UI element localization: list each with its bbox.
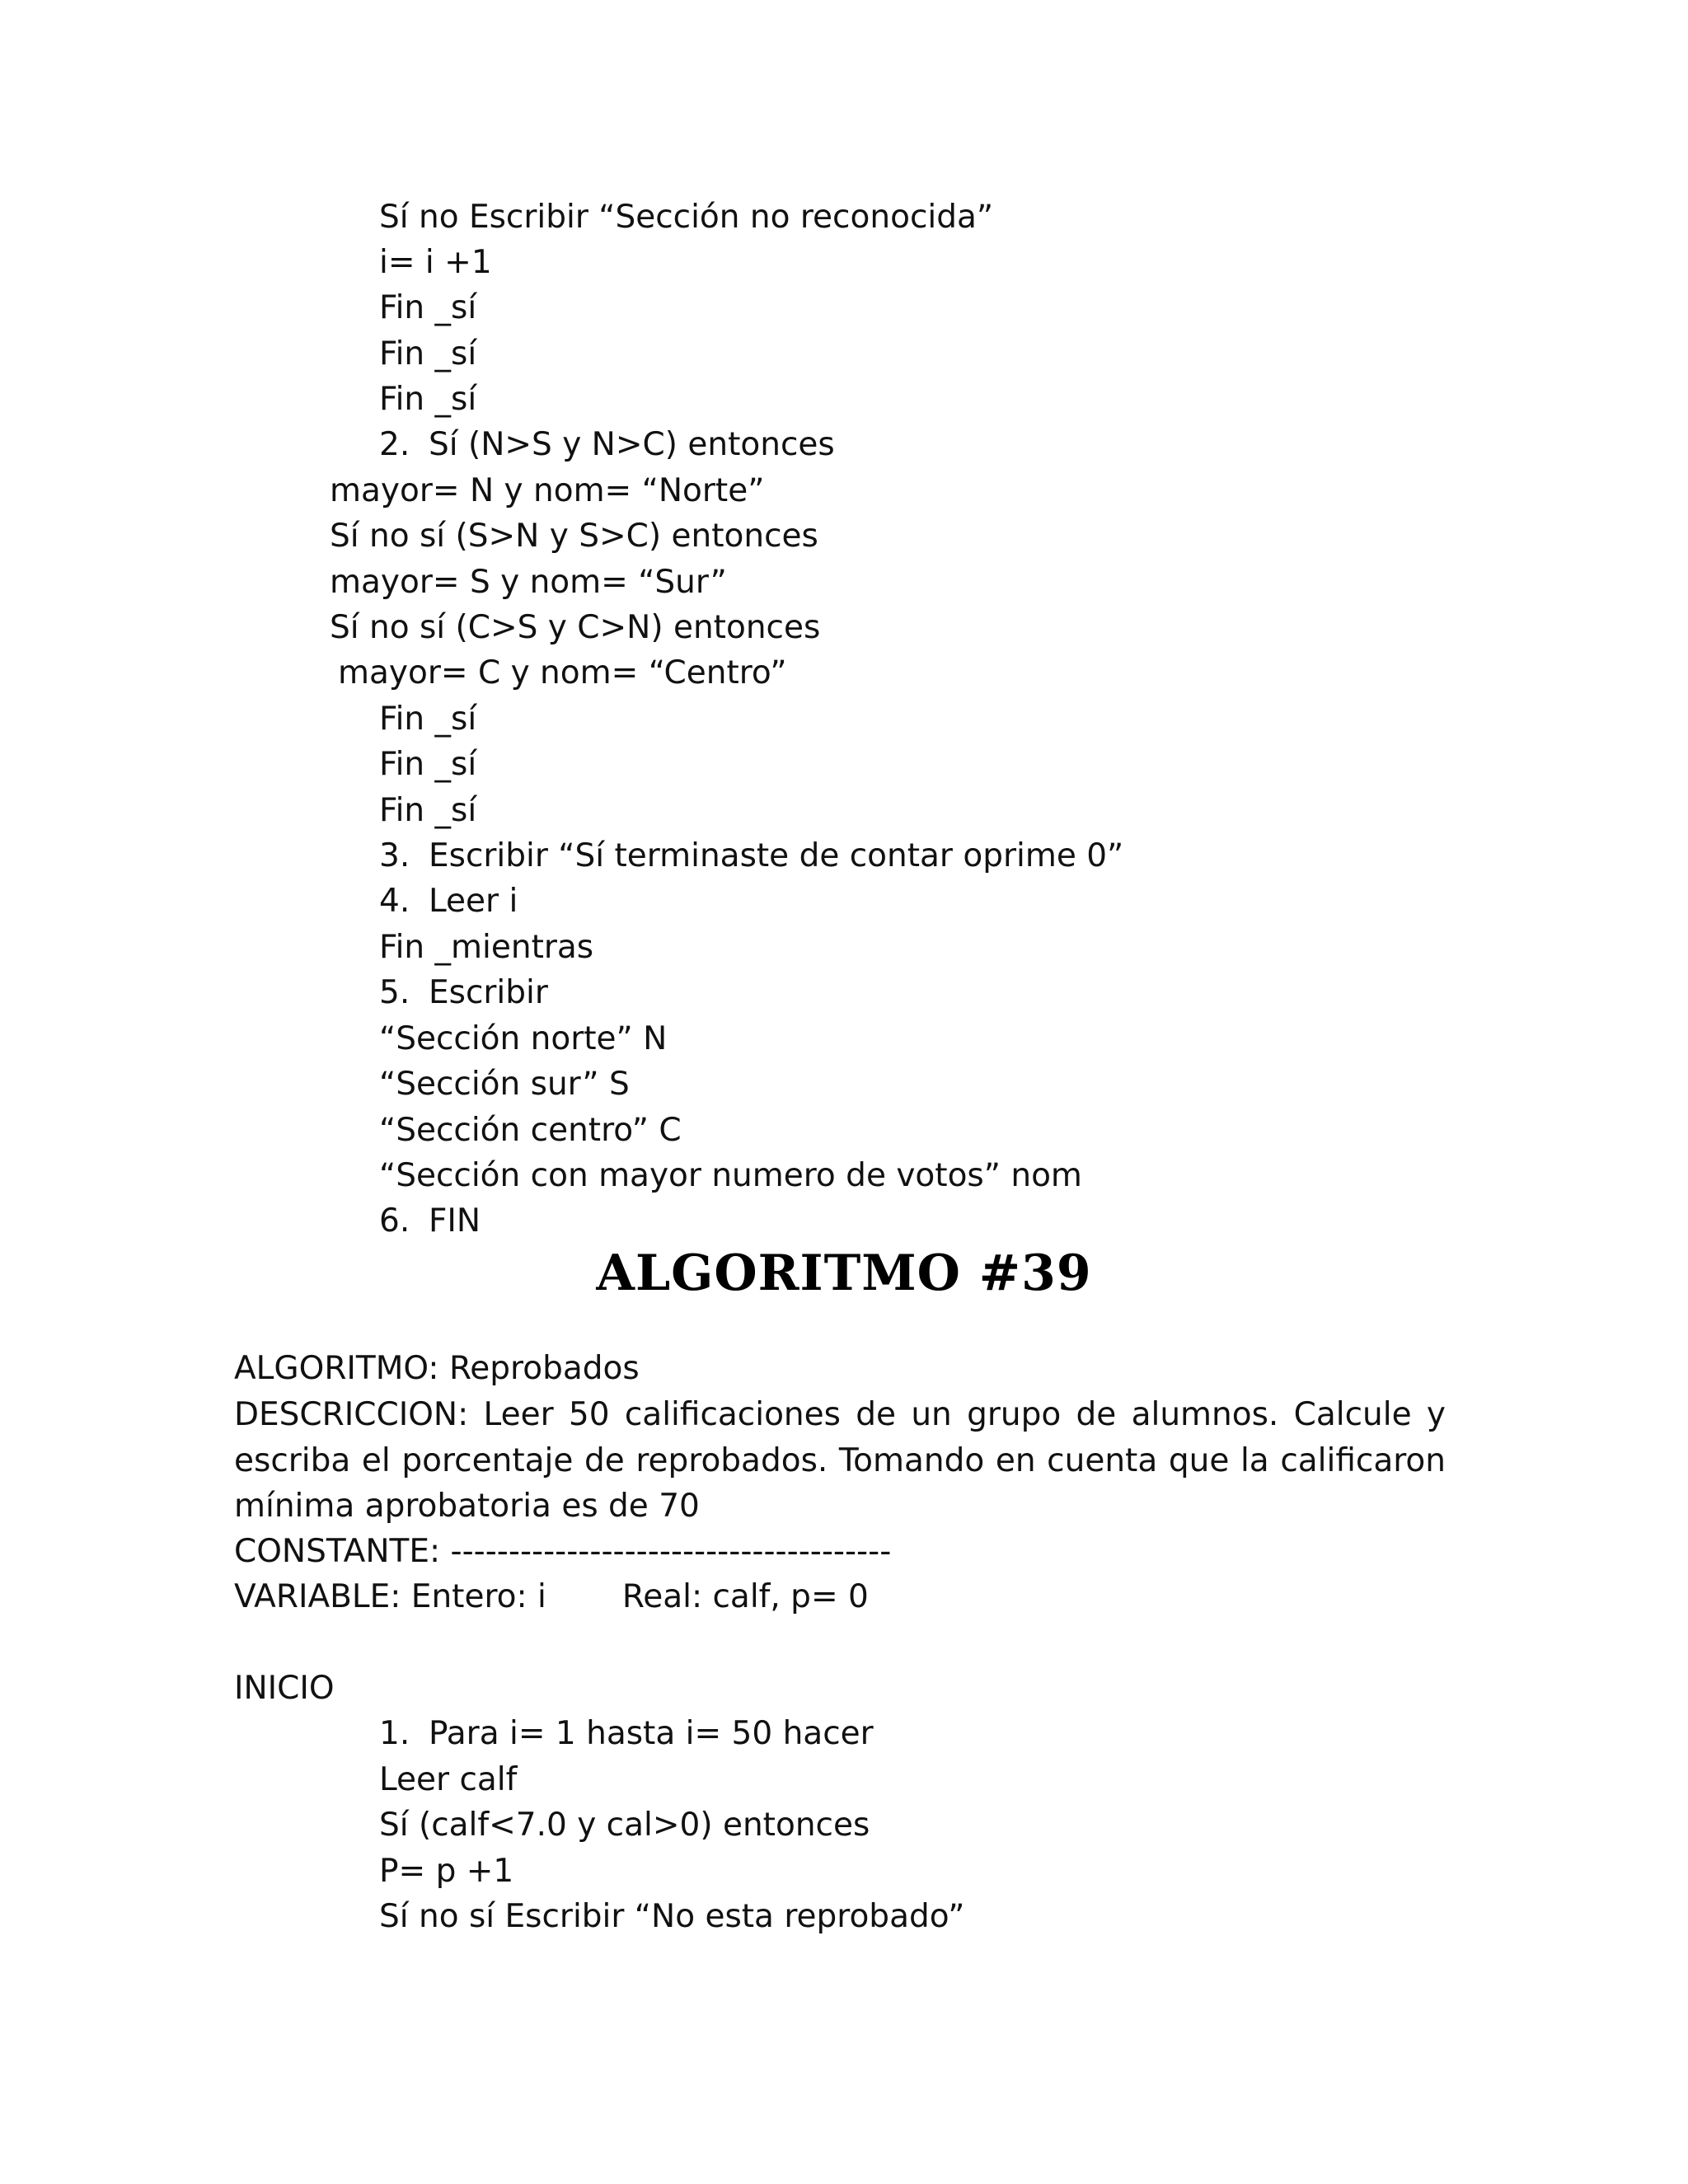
- numbered-step: [379, 1714, 874, 1754]
- code-line: mayor= S y nom= “Sur”: [330, 564, 727, 601]
- code-line: “Sección con mayor numero de votos” nom: [379, 1157, 1082, 1194]
- section-heading: ALGORITMO #39: [596, 1244, 1092, 1302]
- code-line: Sí no sí Escribir “No esta reprobado”: [379, 1898, 965, 1935]
- code-line: Sí no Escribir “Sección no reconocida”: [379, 199, 994, 236]
- code-line: Fin _sí: [379, 381, 477, 418]
- algorithm-description: DESCRICCION: Leer 50 calificaciones de un grupo de alumnos. Calcule y escriba el porcentaje de reprobados. Tomando en cuenta que la calificaron mínima aprobatoria es de 70: [234, 1396, 1446, 1525]
- code-line: Fin _sí: [379, 746, 477, 783]
- inicio-label: INICIO: [234, 1670, 335, 1707]
- code-line: Sí no sí (S>N y S>C) entonces: [330, 518, 818, 555]
- variable-line: [234, 1577, 869, 1617]
- numbered-step: [379, 882, 518, 921]
- numbered-step: [379, 425, 835, 465]
- code-line: “Sección centro” C: [379, 1112, 682, 1149]
- step-text: Escribir “Sí terminaste de contar oprime 0”: [429, 837, 1124, 874]
- code-line: Fin _mientras: [379, 929, 594, 966]
- step-number: 1.: [379, 1715, 410, 1752]
- code-line: i= i +1: [379, 244, 492, 281]
- variable-entero: VARIABLE: Entero: i: [234, 1578, 546, 1615]
- code-line: “Sección sur” S: [379, 1066, 630, 1103]
- code-line: Leer calf: [379, 1761, 518, 1798]
- code-line: Sí no sí (C>S y C>N) entonces: [330, 609, 821, 646]
- code-line: mayor= C y nom= “Centro”: [338, 654, 787, 691]
- algorithm-name: ALGORITMO: Reprobados: [234, 1350, 640, 1387]
- code-line: Fin _sí: [379, 701, 477, 738]
- code-line: Fin _sí: [379, 792, 477, 829]
- numbered-step: [379, 1202, 481, 1241]
- step-number: 4.: [379, 883, 410, 920]
- step-number: 3.: [379, 837, 410, 874]
- numbered-step: [379, 973, 548, 1013]
- step-number: 2.: [379, 426, 410, 463]
- step-number: 5.: [379, 974, 410, 1011]
- step-text: FIN: [429, 1202, 481, 1240]
- step-text: Escribir: [429, 974, 548, 1011]
- code-line: Fin _sí: [379, 289, 477, 326]
- code-line: mayor= N y nom= “Norte”: [330, 472, 765, 509]
- constant-line: CONSTANTE: --------------------------------------: [234, 1533, 892, 1570]
- code-line: Fin _sí: [379, 335, 477, 373]
- step-number: 6.: [379, 1202, 410, 1240]
- code-line: P= p +1: [379, 1853, 514, 1890]
- step-text: Para i= 1 hasta i= 50 hacer: [429, 1715, 874, 1752]
- step-text: Sí (N>S y N>C) entonces: [429, 426, 835, 463]
- code-line: Sí (calf<7.0 y cal>0) entonces: [379, 1807, 870, 1844]
- variable-real: Real: calf, p= 0: [621, 1578, 869, 1615]
- step-text: Leer i: [429, 883, 518, 920]
- code-line: “Sección norte” N: [379, 1020, 668, 1057]
- numbered-step: [379, 837, 1123, 876]
